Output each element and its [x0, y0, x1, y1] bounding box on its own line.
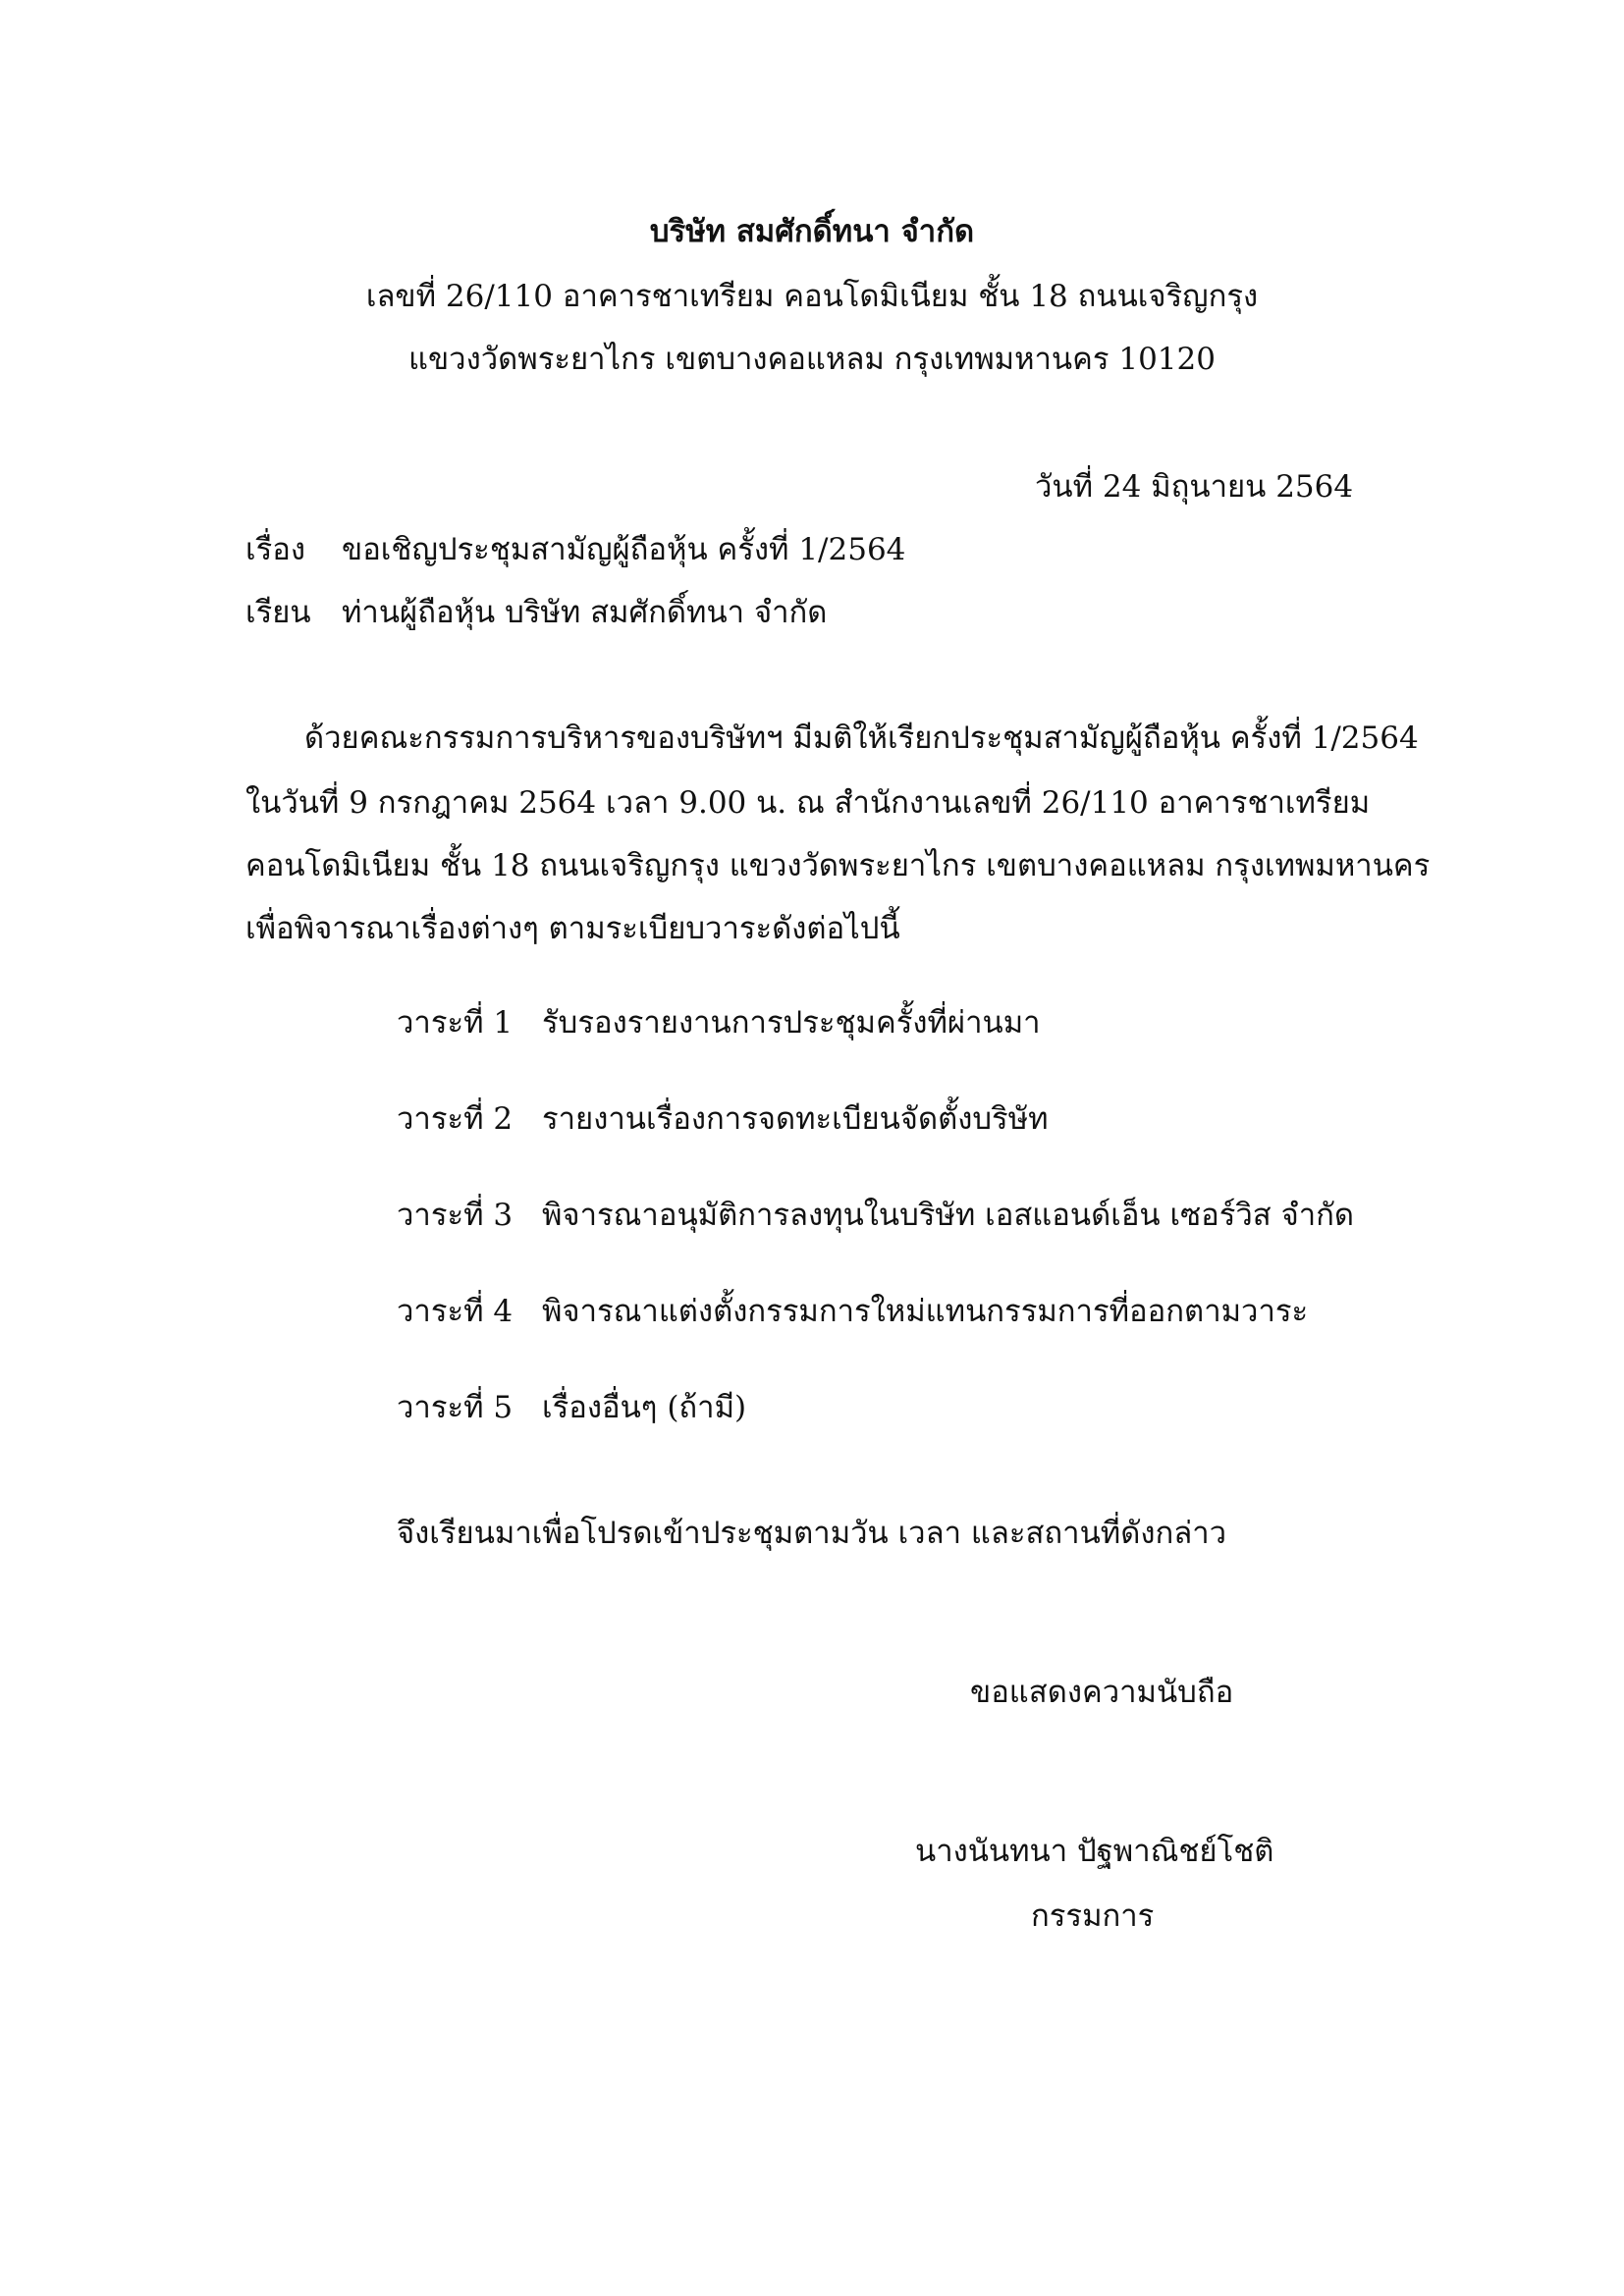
recipient-label: เรียน — [245, 595, 311, 630]
agenda-5-label: วาระที่ 5 — [397, 1390, 514, 1425]
closing-line: จึงเรียนมาเพื่อโปรดเข้าประชุมตามวัน เวลา และสถานที่ดังกล่าว — [397, 1516, 1227, 1551]
agenda-1-label: วาระที่ 1 — [397, 1005, 514, 1041]
letter-date: วันที่ 24 มิถุนายน 2564 — [1035, 469, 1354, 505]
signer-name: นางนันทนา ปัฐพาณิชย์โชติ — [915, 1834, 1274, 1869]
agenda-4-label: วาระที่ 4 — [397, 1294, 514, 1329]
company-name: บริษัท สมศักดิ์ทนา จำกัด — [649, 214, 975, 249]
body-line-2: ในวันที่ 9 กรกฎาคม 2564 เวลา 9.00 น. ณ สำนักงานเลขที่ 26/110 อาคารชาเทรียม — [245, 785, 1371, 821]
agenda-2-label: วาระที่ 2 — [397, 1101, 514, 1137]
agenda-4-text: พิจารณาแต่งตั้งกรรมการใหม่แทนกรรมการที่ออกตามวาระ — [542, 1294, 1309, 1329]
agenda-2-text: รายงานเรื่องการจดทะเบียนจัดตั้งบริษัท — [542, 1101, 1049, 1137]
agenda-1-text: รับรองรายงานการประชุมครั้งที่ผ่านมา — [542, 1005, 1041, 1041]
agenda-5-text: เรื่องอื่นๆ (ถ้ามี) — [542, 1390, 747, 1425]
body-line-4: เพื่อพิจารณาเรื่องต่างๆ ตามระเบียบวาระดังต่อไปนี้ — [245, 911, 900, 946]
subject-text: ขอเชิญประชุมสามัญผู้ถือหุ้น ครั้งที่ 1/2564 — [342, 532, 906, 567]
signer-position: กรรมการ — [1031, 1898, 1155, 1934]
regards-line: ขอแสดงความนับถือ — [970, 1675, 1234, 1710]
agenda-3-label: วาระที่ 3 — [397, 1198, 514, 1233]
body-line-1: ด้วยคณะกรรมการบริหารของบริษัทฯ มีมติให้เรียกประชุมสามัญผู้ถือหุ้น ครั้งที่ 1/2564 — [304, 721, 1419, 756]
subject-label: เรื่อง — [245, 532, 306, 567]
company-address-line-1: เลขที่ 26/110 อาคารชาเทรียม คอนโดมิเนียม ชั้น 18 ถนนเจริญกรุง — [365, 279, 1259, 314]
company-address-line-2: แขวงวัดพระยาไกร เขตบางคอแหลม กรุงเทพมหานคร 10120 — [408, 342, 1216, 377]
body-line-3: คอนโดมิเนียม ชั้น 18 ถนนเจริญกรุง แขวงวัดพระยาไกร เขตบางคอแหลม กรุงเทพมหานคร — [245, 848, 1431, 883]
agenda-3-text: พิจารณาอนุมัติการลงทุนในบริษัท เอสแอนด์เอ็น เซอร์วิส จำกัด — [542, 1198, 1355, 1233]
recipient-text: ท่านผู้ถือหุ้น บริษัท สมศักดิ์ทนา จำกัด — [342, 595, 828, 630]
